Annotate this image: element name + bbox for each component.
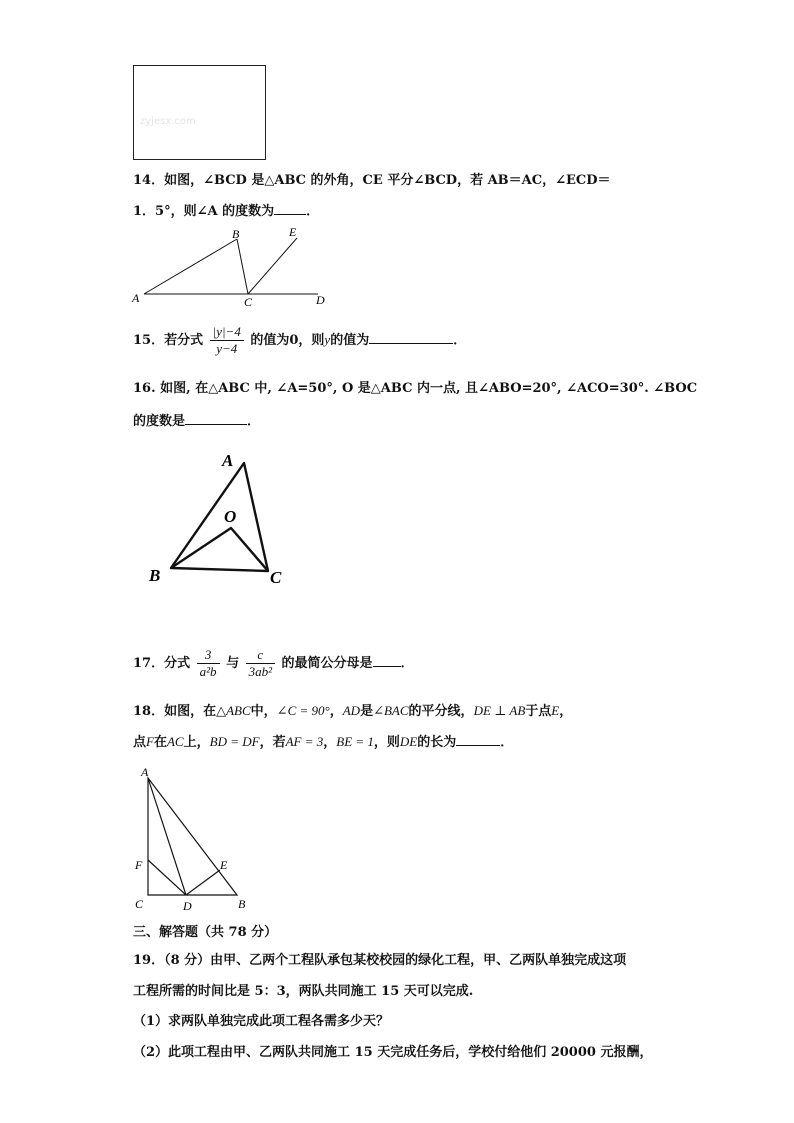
q18-text: 上， — [183, 735, 210, 750]
q15-suffix: 的值为 — [330, 333, 370, 348]
q17-end: ． — [400, 656, 414, 671]
q19-part1: （1）求两队单独完成此项工程各需多少天？ — [133, 1014, 390, 1029]
q18-text: ， — [323, 735, 337, 750]
q18-text: 的长为 — [417, 735, 457, 750]
q18-text: 的平分线， — [408, 704, 474, 719]
figure-placeholder-box — [133, 65, 266, 160]
q18-math: BE = 1 — [336, 734, 374, 749]
answer-blank — [274, 202, 306, 215]
segment-ab — [144, 239, 237, 294]
q17-prefix: 17．分式 — [133, 656, 191, 671]
q15-fraction — [210, 324, 244, 357]
q18-line2 — [133, 733, 513, 752]
label-a: A — [141, 765, 149, 779]
q17-frac2-numerator: c — [246, 647, 275, 664]
label-b: B — [232, 227, 240, 241]
q19-line2: 工程所需的时间比是 5：3，两队共同施工 15 天可以完成. — [133, 984, 474, 999]
q18-math: E — [551, 703, 560, 718]
q18-text: ． — [500, 735, 514, 750]
q18-math: AF = 3 — [285, 734, 324, 749]
label-c: C — [270, 568, 282, 587]
q18-math: BD = DF — [209, 734, 260, 749]
q18-math: F — [146, 734, 154, 749]
answer-blank — [456, 733, 500, 746]
q18-math: ∠C = 90° — [276, 703, 330, 718]
q18-text: ， — [329, 704, 343, 719]
q16-figure — [140, 446, 300, 596]
segment-ce — [248, 238, 297, 294]
q18-math: AC — [166, 734, 184, 749]
q14-line1: 14．如图，∠BCD 是△ABC 的外角，CE 平分∠BCD，若 AB＝AC，∠ECD＝ — [133, 173, 611, 188]
q15-var: y — [324, 332, 331, 347]
q18-math: ∠BAC — [373, 703, 409, 718]
q15-end: ． — [453, 333, 467, 348]
q18-text: 中， — [250, 704, 277, 719]
q15-denominator: y−4 — [216, 341, 238, 356]
label-d: D — [316, 293, 325, 307]
q18-figure — [128, 762, 258, 912]
q18-line1 — [133, 702, 572, 721]
q15-mid: 的值为0，则 — [250, 333, 325, 348]
label-f: F — [135, 858, 143, 872]
q14-figure — [128, 222, 338, 312]
q14-line2-end: ． — [306, 204, 320, 219]
q18-math: DE — [399, 734, 418, 749]
segments-bo-oc — [171, 528, 268, 571]
q14-line2-text: 1．5°，则∠A 的度数为 — [133, 204, 275, 219]
q17-frac2-denominator: 3ab² — [248, 664, 273, 679]
section-3-title: 三、解答题（共 78 分） — [133, 925, 278, 940]
label-e: E — [289, 225, 297, 239]
q18-text: ，则 — [373, 735, 400, 750]
q16-line2-text: 的度数是 — [133, 414, 186, 429]
label-a: A — [132, 291, 140, 305]
q19-part2: （2）此项工程由甲、乙两队共同施工 15 天完成任务后，学校付给他们 20000 元报酬， — [133, 1045, 653, 1060]
q18-math: DE ⊥ AB — [473, 703, 526, 718]
q18-text: 18．如图，在 — [133, 704, 217, 719]
q15-line — [133, 322, 466, 359]
segment-bc — [237, 239, 248, 294]
q17-suffix: 的最简公分母是 — [281, 656, 373, 671]
q17-frac1-numerator: 3 — [197, 647, 220, 664]
q15-prefix: 15．若分式 — [133, 333, 204, 348]
q16-line1: 16. 如图, 在△ABC 中, ∠A=50°, O 是△ABC 内一点, 且∠ABO=20°, ∠ACO=30°. ∠BOC — [133, 381, 698, 396]
answer-blank — [185, 412, 247, 425]
q18-math: △ABC — [216, 703, 251, 718]
watermark: zyjesx.com — [140, 116, 196, 127]
answer-blank — [369, 331, 453, 344]
label-a: A — [222, 451, 234, 470]
q16-line2-end: ． — [247, 414, 261, 429]
answer-blank — [373, 654, 401, 667]
label-e: E — [220, 858, 228, 872]
q18-text: 于点 — [525, 704, 552, 719]
q19-line1: 19．（8 分）由甲、乙两个工程队承包某校校园的绿化工程，甲、乙两队单独完成这项 — [133, 953, 627, 968]
q17-mid: 与 — [226, 656, 240, 671]
q17-line — [133, 644, 414, 684]
label-o: O — [224, 507, 237, 526]
q18-text: ，若 — [259, 735, 286, 750]
q18-text: 在 — [153, 735, 167, 750]
label-c: C — [244, 295, 253, 309]
q18-text: ， — [559, 704, 573, 719]
q17-fraction-1 — [197, 647, 220, 680]
q15-numerator: |y|−4 — [210, 324, 244, 341]
triangle-acb — [148, 778, 237, 895]
q17-fraction-2 — [246, 647, 275, 680]
label-d: D — [183, 899, 192, 912]
label-c: C — [135, 897, 144, 911]
q17-frac1-denominator: a²b — [199, 664, 217, 679]
label-b: B — [149, 566, 161, 585]
q18-text: 点 — [133, 735, 147, 750]
label-b: B — [238, 897, 246, 911]
q14-line2 — [133, 202, 319, 221]
q16-line2 — [133, 412, 260, 431]
q18-math: AD — [342, 703, 361, 718]
segment-de — [186, 870, 220, 895]
q18-text: 是 — [360, 704, 374, 719]
